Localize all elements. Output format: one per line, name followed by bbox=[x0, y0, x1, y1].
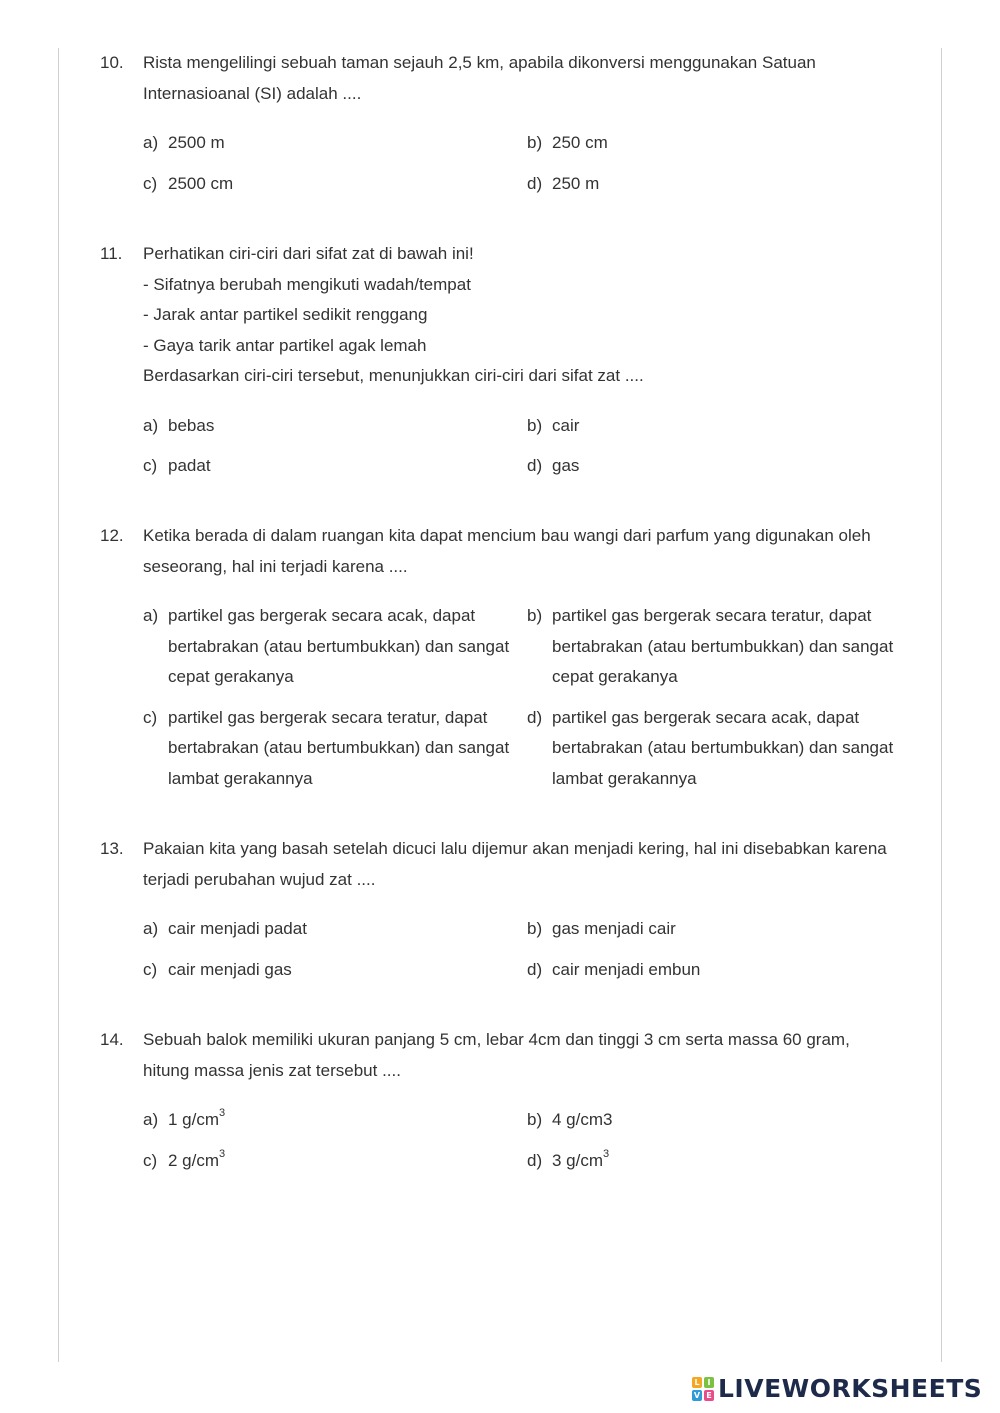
option-label: b) bbox=[527, 415, 543, 435]
question-line: Pakaian kita yang basah setelah dicuci lalu dijemur akan menjadi kering, hal ini disebabkan karena bbox=[143, 839, 887, 858]
question-line: Perhatikan ciri-ciri dari sifat zat di bawah ini! bbox=[143, 244, 474, 263]
option-d[interactable] bbox=[527, 451, 911, 482]
option-label: c) bbox=[143, 959, 158, 979]
option-label: b) bbox=[527, 1110, 543, 1129]
superscript: 3 bbox=[219, 1107, 226, 1120]
option-c[interactable] bbox=[143, 451, 527, 482]
superscript: 3 bbox=[603, 1147, 610, 1160]
brand-name: LIVEWORKSHEETS bbox=[718, 1374, 983, 1403]
option-text: gas menjadi cair bbox=[552, 919, 676, 938]
option-d[interactable] bbox=[527, 169, 911, 200]
answer-options bbox=[143, 1105, 910, 1176]
option-label: a) bbox=[143, 606, 159, 625]
option-text: cair bbox=[552, 415, 580, 435]
option-label: d) bbox=[527, 456, 543, 475]
option-label: b) bbox=[527, 919, 543, 938]
option-label: a) bbox=[143, 133, 159, 152]
question-text bbox=[143, 48, 910, 109]
liveworksheets-brand[interactable] bbox=[692, 1374, 982, 1403]
question-line: Sebuah balok memiliki ukuran panjang 5 cm, lebar 4cm dan tinggi 3 cm serta massa 60 gram, bbox=[143, 1030, 850, 1049]
option-text bbox=[168, 1105, 527, 1136]
question-text bbox=[143, 1025, 910, 1086]
question-line: Berdasarkan ciri-ciri tersebut, menunjukkan ciri-ciri dari sifat zat .... bbox=[143, 366, 644, 385]
option-text: partikel gas bergerak secara acak, dapat bertabrakan (atau bertumbukkan) dan sangat lambat gerakannya bbox=[552, 707, 894, 788]
logo-tile-i: I bbox=[704, 1377, 714, 1388]
logo-tile-l: L bbox=[692, 1377, 702, 1388]
option-d[interactable] bbox=[527, 955, 911, 986]
option-text: 250 m bbox=[552, 173, 600, 193]
option-value: 3 g/cm bbox=[552, 1150, 604, 1170]
option-text: 2500 m bbox=[168, 133, 225, 152]
question-12 bbox=[100, 521, 910, 794]
question-10 bbox=[100, 48, 910, 199]
option-d[interactable] bbox=[527, 703, 911, 795]
option-label: a) bbox=[143, 1110, 159, 1129]
option-text: padat bbox=[168, 456, 211, 475]
question-text bbox=[143, 521, 910, 582]
question-number: 12. bbox=[100, 526, 124, 545]
answer-options bbox=[143, 601, 910, 794]
option-a[interactable] bbox=[143, 128, 527, 159]
question-number: 13. bbox=[100, 839, 124, 858]
option-label: c) bbox=[143, 456, 158, 475]
option-text: bebas bbox=[168, 415, 215, 435]
option-label: b) bbox=[527, 133, 543, 152]
option-d[interactable] bbox=[527, 1146, 911, 1177]
option-b[interactable] bbox=[527, 601, 911, 693]
option-label: c) bbox=[143, 173, 158, 193]
option-text: cair menjadi gas bbox=[168, 959, 292, 979]
option-a[interactable] bbox=[143, 601, 527, 693]
question-line: Internasioanal (SI) adalah .... bbox=[143, 83, 362, 103]
option-a[interactable] bbox=[143, 914, 527, 945]
left-margin-rule bbox=[58, 48, 59, 1362]
option-text bbox=[552, 1105, 911, 1136]
option-label: b) bbox=[527, 606, 543, 625]
option-label: a) bbox=[143, 415, 159, 435]
option-b[interactable] bbox=[527, 1105, 911, 1136]
option-c[interactable] bbox=[143, 703, 527, 795]
option-label: c) bbox=[143, 1150, 158, 1170]
option-text: 250 cm bbox=[552, 133, 608, 152]
question-13 bbox=[100, 834, 910, 985]
option-a[interactable] bbox=[143, 411, 527, 442]
question-14 bbox=[100, 1025, 910, 1176]
question-text bbox=[143, 834, 910, 895]
option-value: 1 g/cm bbox=[168, 1110, 220, 1129]
option-c[interactable] bbox=[143, 169, 527, 200]
option-value: 2 g/cm bbox=[168, 1150, 220, 1170]
question-line: - Sifatnya berubah mengikuti wadah/tempat bbox=[143, 274, 471, 294]
logo-tile-v: V bbox=[693, 1390, 701, 1400]
option-label: d) bbox=[527, 1150, 543, 1170]
question-number: 11. bbox=[100, 244, 123, 263]
option-label: d) bbox=[527, 959, 543, 979]
option-text: partikel gas bergerak secara teratur, dapat bertabrakan (atau bertumbukkan) dan sangat lambat gerakannya bbox=[168, 707, 510, 788]
question-line: Ketika berada di dalam ruangan kita dapat mencium bau wangi dari parfum yang digunakan oleh bbox=[143, 526, 871, 545]
question-line: hitung massa jenis zat tersebut .... bbox=[143, 1060, 401, 1080]
answer-options bbox=[143, 128, 910, 199]
option-label: a) bbox=[143, 919, 159, 938]
question-line: seseorang, hal ini terjadi karena .... bbox=[143, 556, 408, 576]
option-b[interactable] bbox=[527, 914, 911, 945]
answer-options bbox=[143, 914, 910, 985]
option-value: 4 g/cm3 bbox=[552, 1110, 613, 1129]
logo-tile-e: E bbox=[704, 1390, 714, 1401]
question-number: 14. bbox=[100, 1030, 124, 1049]
option-label: c) bbox=[143, 707, 158, 727]
option-text: cair menjadi embun bbox=[552, 959, 701, 979]
question-line: Rista mengelilingi sebuah taman sejauh 2,5 km, apabila dikonversi menggunakan Satuan bbox=[143, 53, 816, 72]
option-text: partikel gas bergerak secara teratur, dapat bertabrakan (atau bertumbukkan) dan sangat cepat gerakanya bbox=[552, 606, 894, 686]
superscript: 3 bbox=[219, 1147, 226, 1160]
option-text: partikel gas bergerak secara acak, dapat bertabrakan (atau bertumbukkan) dan sangat cepat gerakanya bbox=[168, 606, 510, 686]
option-text: gas bbox=[552, 456, 580, 475]
option-a[interactable] bbox=[143, 1105, 527, 1136]
question-11 bbox=[100, 239, 910, 482]
option-text bbox=[168, 1146, 527, 1177]
question-line: - Gaya tarik antar partikel agak lemah bbox=[143, 335, 427, 355]
answer-options bbox=[143, 411, 910, 482]
option-label: d) bbox=[527, 707, 543, 727]
liveworksheets-logo-icon bbox=[692, 1377, 714, 1401]
question-number: 10. bbox=[100, 53, 124, 72]
option-text bbox=[552, 1146, 911, 1177]
question-text bbox=[143, 239, 910, 392]
option-c[interactable] bbox=[143, 1146, 527, 1177]
option-text: cair menjadi padat bbox=[168, 919, 307, 938]
option-b[interactable] bbox=[527, 411, 911, 442]
option-c[interactable] bbox=[143, 955, 527, 986]
option-label: d) bbox=[527, 173, 543, 193]
question-line: terjadi perubahan wujud zat .... bbox=[143, 869, 376, 889]
right-margin-rule bbox=[941, 48, 942, 1362]
question-line: - Jarak antar partikel sedikit renggang bbox=[143, 305, 428, 324]
option-b[interactable] bbox=[527, 128, 911, 159]
option-text: 2500 cm bbox=[168, 173, 234, 193]
